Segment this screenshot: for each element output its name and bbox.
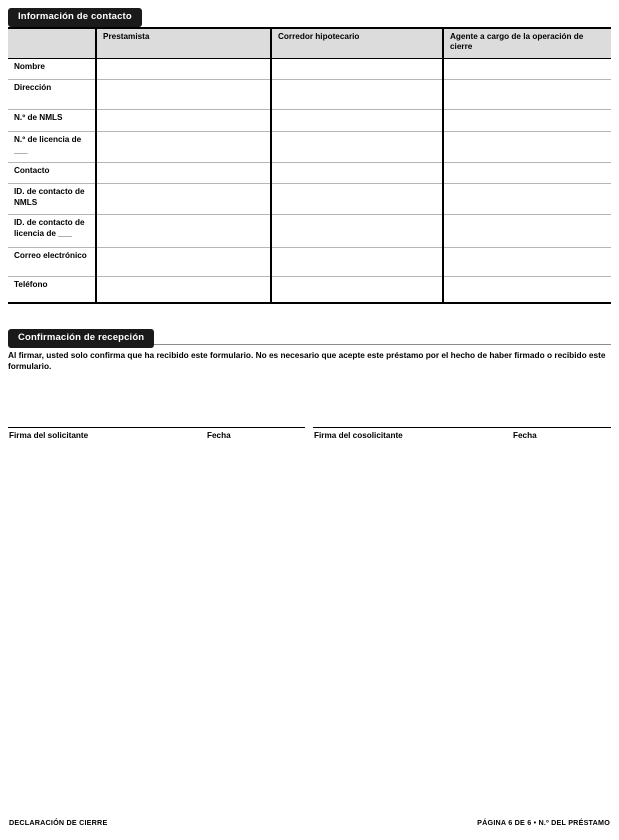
field-licencia-corredor[interactable] [271, 132, 443, 163]
table-header-corner [8, 28, 96, 59]
date-label-co-applicant: Fecha [513, 431, 537, 440]
field-telefono-corredor[interactable] [271, 277, 443, 303]
field-nombre-prestamista[interactable] [96, 59, 271, 80]
field-nmls-prestamista[interactable] [96, 110, 271, 132]
field-correo-agente[interactable] [443, 248, 611, 277]
footer-document-title: DECLARACIÓN DE CIERRE [9, 818, 108, 827]
field-correo-prestamista[interactable] [96, 248, 271, 277]
field-id-nmls-corredor[interactable] [271, 184, 443, 215]
field-direccion-prestamista[interactable] [96, 80, 271, 110]
field-nombre-agente[interactable] [443, 59, 611, 80]
field-contacto-corredor[interactable] [271, 163, 443, 184]
signature-label-co-applicant: Firma del cosolicitante [314, 431, 403, 440]
section-tab-contact-information: Información de contacto [8, 8, 142, 27]
row-label-telefono: Teléfono [8, 277, 96, 303]
confirmation-body-text: Al firmar, usted solo confirma que ha recibido este formulario. No es necesario que acepte este préstamo por el hecho de haber firmado o recibido este formulario. [8, 350, 606, 371]
field-nmls-corredor[interactable] [271, 110, 443, 132]
field-id-nmls-prestamista[interactable] [96, 184, 271, 215]
contact-information-table [8, 27, 611, 304]
table-row [8, 248, 611, 277]
table-row [8, 80, 611, 110]
field-licencia-agente[interactable] [443, 132, 611, 163]
row-label-contacto: Contacto [8, 163, 96, 184]
table-header-row [8, 28, 611, 59]
field-id-licencia-prestamista[interactable] [96, 215, 271, 248]
table-row [8, 277, 611, 303]
row-label-nombre: Nombre [8, 59, 96, 80]
footer-page-and-loan-number: PÁGINA 6 DE 6 • N.º DEL PRÉSTAMO [477, 818, 610, 827]
table-row [8, 110, 611, 132]
row-label-numero-licencia: N.º de licencia de ___ [8, 132, 96, 163]
table-row [8, 163, 611, 184]
field-direccion-agente[interactable] [443, 80, 611, 110]
field-telefono-agente[interactable] [443, 277, 611, 303]
table-row [8, 184, 611, 215]
field-nombre-corredor[interactable] [271, 59, 443, 80]
signature-label-applicant: Firma del solicitante [9, 431, 89, 440]
field-id-licencia-agente[interactable] [443, 215, 611, 248]
signature-line-applicant[interactable] [8, 427, 305, 428]
field-licencia-prestamista[interactable] [96, 132, 271, 163]
field-direccion-corredor[interactable] [271, 80, 443, 110]
field-contacto-agente[interactable] [443, 163, 611, 184]
field-id-licencia-corredor[interactable] [271, 215, 443, 248]
table-row [8, 132, 611, 163]
section-tab-confirmation-of-receipt: Confirmación de recepción [8, 329, 154, 348]
table-header-agente-cierre: Agente a cargo de la operación de cierre [443, 28, 611, 59]
row-label-numero-nmls: N.º de NMLS [8, 110, 96, 132]
field-telefono-prestamista[interactable] [96, 277, 271, 303]
table-row [8, 59, 611, 80]
date-label-applicant: Fecha [207, 431, 231, 440]
row-label-correo-electronico: Correo electrónico [8, 248, 96, 277]
row-label-direccion: Dirección [8, 80, 96, 110]
table-row [8, 215, 611, 248]
row-label-id-contacto-nmls: ID. de contacto de NMLS [8, 184, 96, 215]
field-contacto-prestamista[interactable] [96, 163, 271, 184]
field-id-nmls-agente[interactable] [443, 184, 611, 215]
table-header-corredor-hipotecario: Corredor hipotecario [271, 28, 443, 59]
field-nmls-agente[interactable] [443, 110, 611, 132]
field-correo-corredor[interactable] [271, 248, 443, 277]
signature-line-co-applicant[interactable] [313, 427, 611, 428]
row-label-id-contacto-licencia: ID. de contacto de licencia de ___ [8, 215, 96, 248]
table-header-prestamista: Prestamista [96, 28, 271, 59]
